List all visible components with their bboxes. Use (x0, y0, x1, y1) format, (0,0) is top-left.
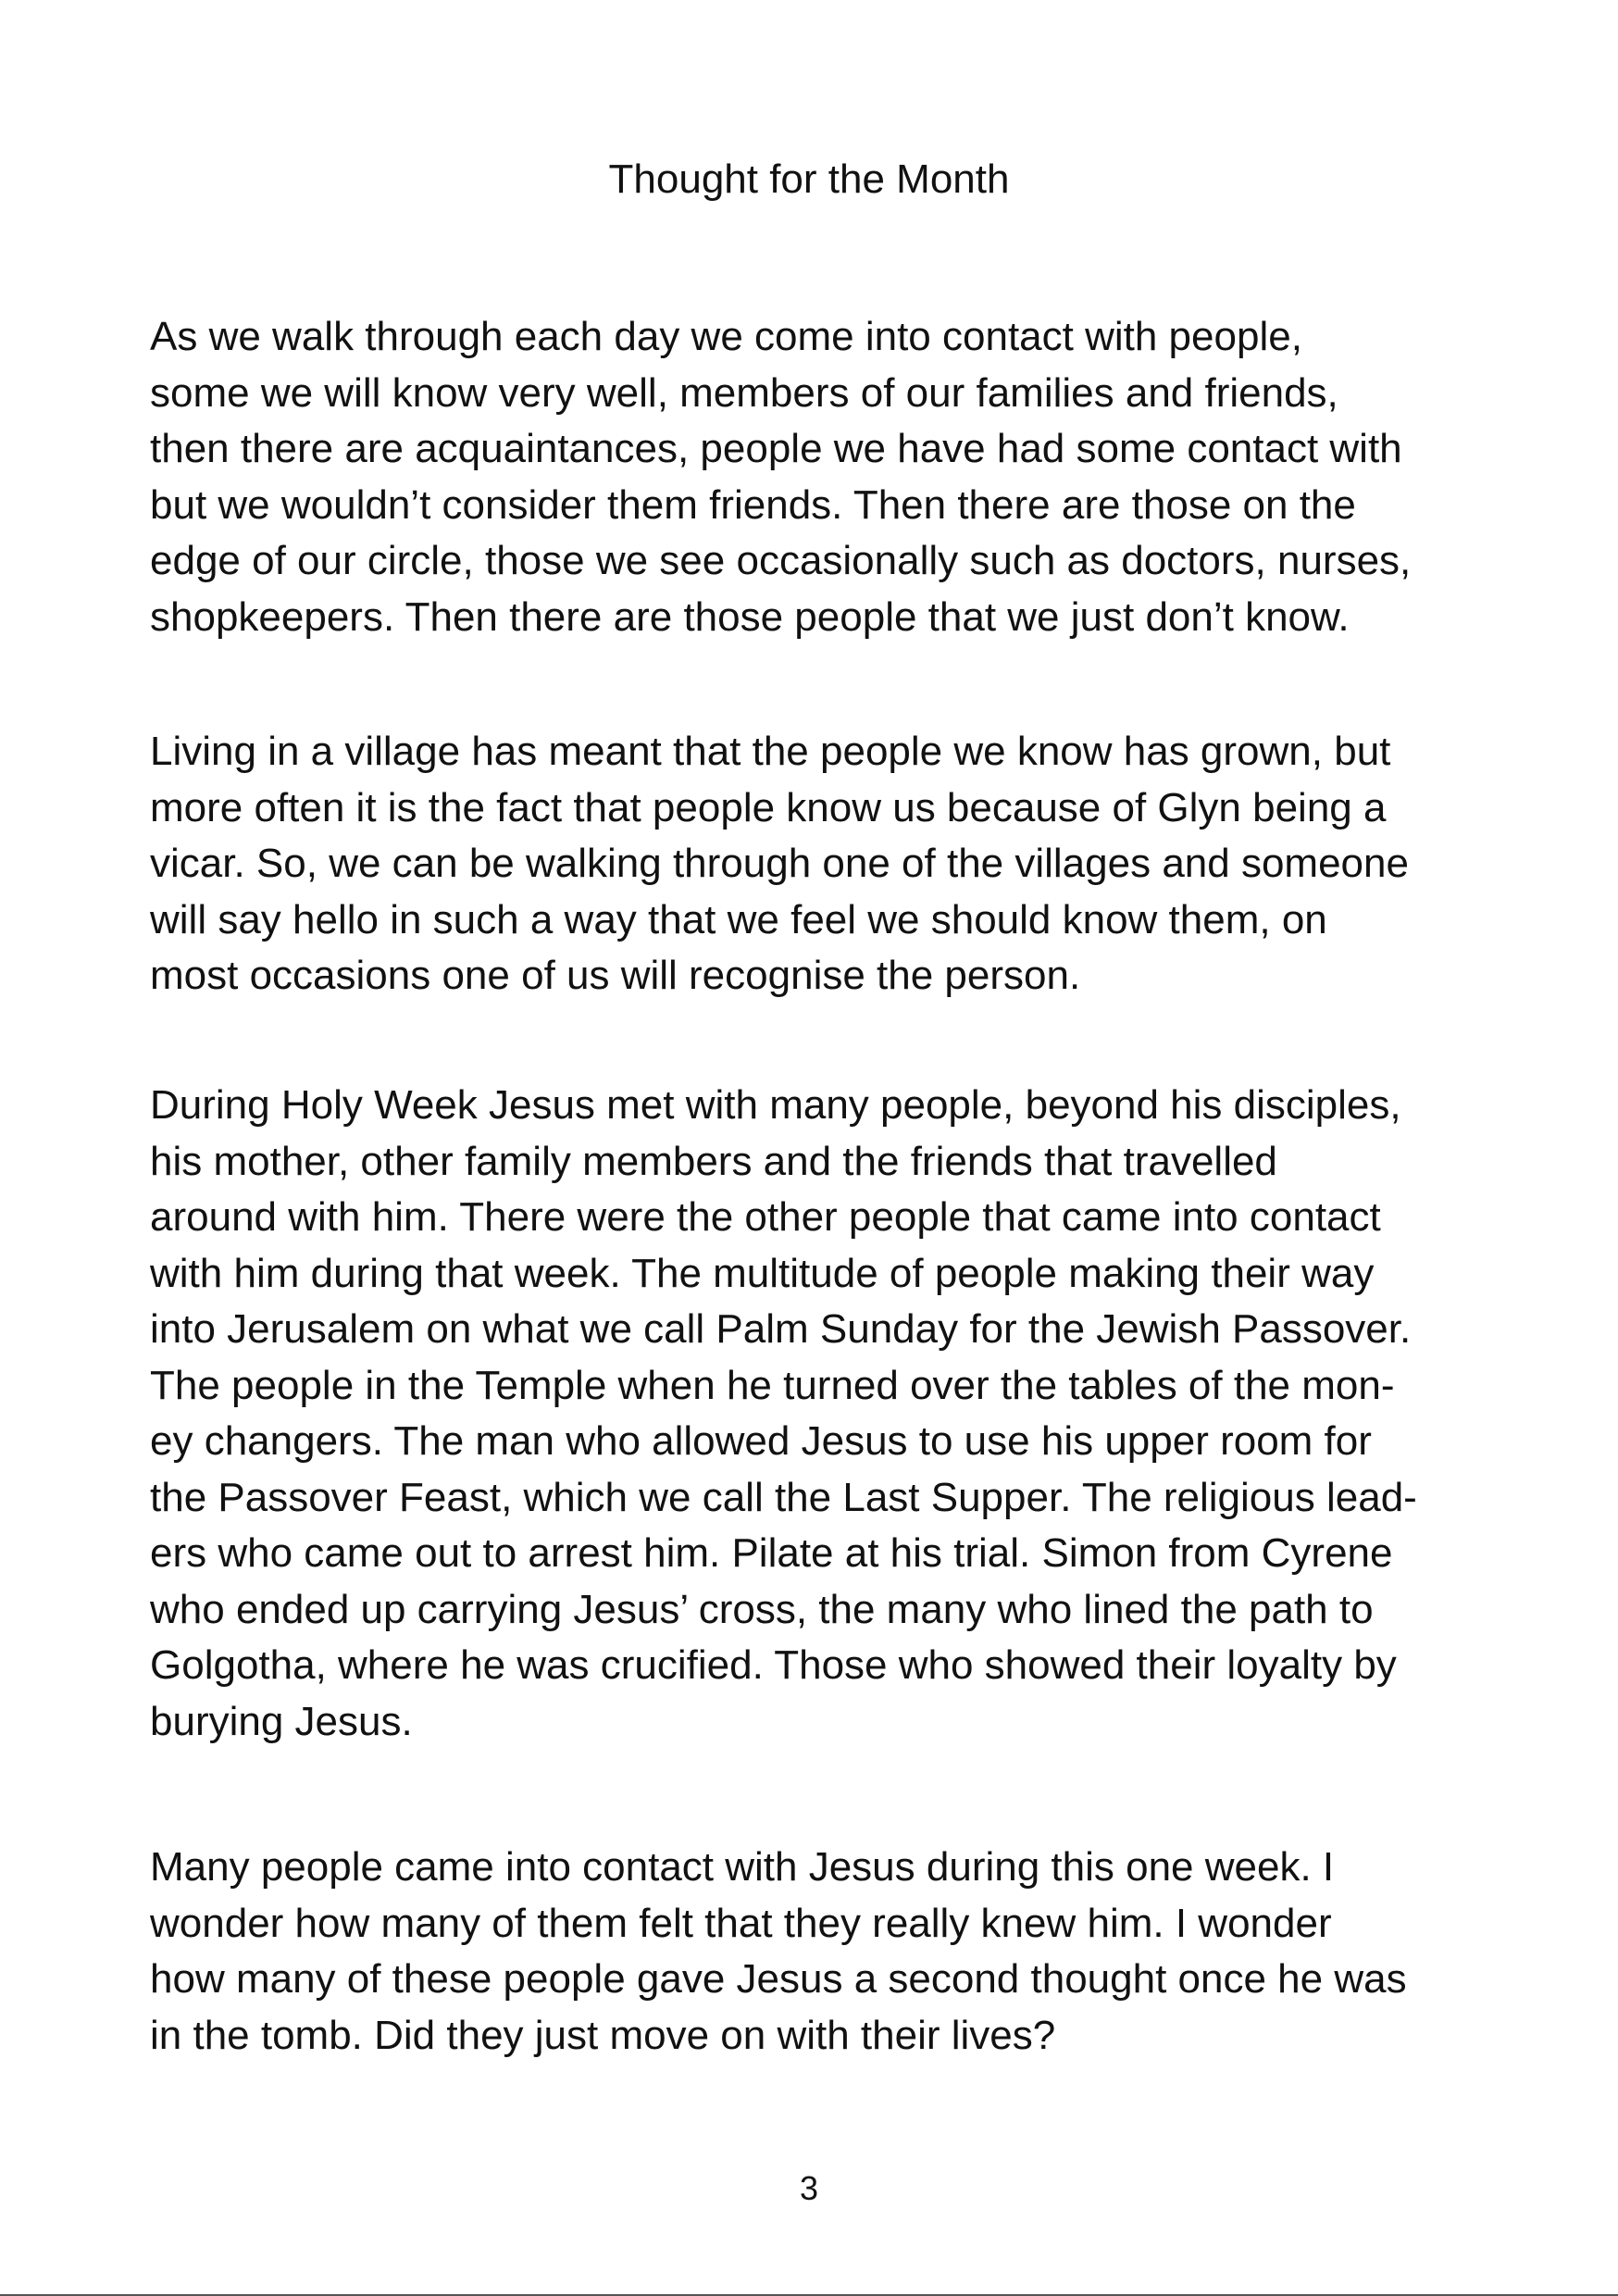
text-line: Living in a village has meant that the people we know has grown, but (150, 729, 1391, 774)
text-line: into Jerusalem on what we call Palm Sunday for the Jewish Passover. (150, 1306, 1412, 1352)
paragraph (150, 1840, 1407, 2064)
text-line: the Passover Feast, which we call the Last Supper. The religious lead- (150, 1474, 1417, 1520)
text-line: ey changers. The man who allowed Jesus to use his upper room for (150, 1418, 1372, 1464)
text-line: wonder how many of them felt that they really knew him. I wonder (150, 1900, 1332, 1946)
text-line: Many people came into contact with Jesus during this one week. I (150, 1844, 1335, 1890)
text-line: vicar. So, we can be walking through one of the villages and someone (150, 841, 1409, 886)
text-line: shopkeepers. Then there are those people that we just don’t know. (150, 593, 1350, 640)
text-line: around with him. There were the other people that came into contact (150, 1194, 1381, 1240)
text-line: During Holy Week Jesus met with many people, beyond his disciples, (150, 1082, 1401, 1128)
text-line: in the tomb. Did they just move on with their lives? (150, 2012, 1056, 2058)
text-line: how many of these people gave Jesus a second thought once he was (150, 1956, 1407, 2002)
paragraph (150, 309, 1411, 645)
text-line: with him during that week. The multitude of people making their way (150, 1250, 1375, 1296)
text-line: The people in the Temple when he turned over the tables of the mon- (150, 1362, 1395, 1408)
text-line: ers who came out to arrest him. Pilate at his trial. Simon from Cyrene (150, 1530, 1393, 1576)
page-number: 3 (799, 2169, 819, 2207)
text-line: As we walk through each day we come into contact with people, (150, 314, 1302, 359)
text-line: some we will know very well, members of our families and friends, (150, 369, 1338, 416)
paragraph (150, 1078, 1417, 1750)
text-line: Golgotha, where he was crucified. Those who showed their loyalty by (150, 1642, 1397, 1688)
text-line: more often it is the fact that people know us because of Glyn being a (150, 784, 1387, 830)
page-title: Thought for the Month (608, 156, 1010, 202)
text-line: his mother, other family members and the friends that travelled (150, 1138, 1277, 1184)
text-line: burying Jesus. (150, 1698, 413, 1744)
text-line: will say hello in such a way that we feel we should know them, on (150, 896, 1327, 942)
paragraph (150, 724, 1409, 1004)
text-line: edge of our circle, those we see occasionally such as doctors, nurses, (150, 538, 1412, 583)
text-line: then there are acquaintances, people we have had some contact with (150, 426, 1402, 471)
text-line: who ended up carrying Jesus’ cross, the many who lined the path to (150, 1586, 1374, 1632)
text-line: most occasions one of us will recognise the person. (150, 953, 1081, 998)
text-line: but we wouldn’t consider them friends. Then there are those on the (150, 481, 1356, 528)
